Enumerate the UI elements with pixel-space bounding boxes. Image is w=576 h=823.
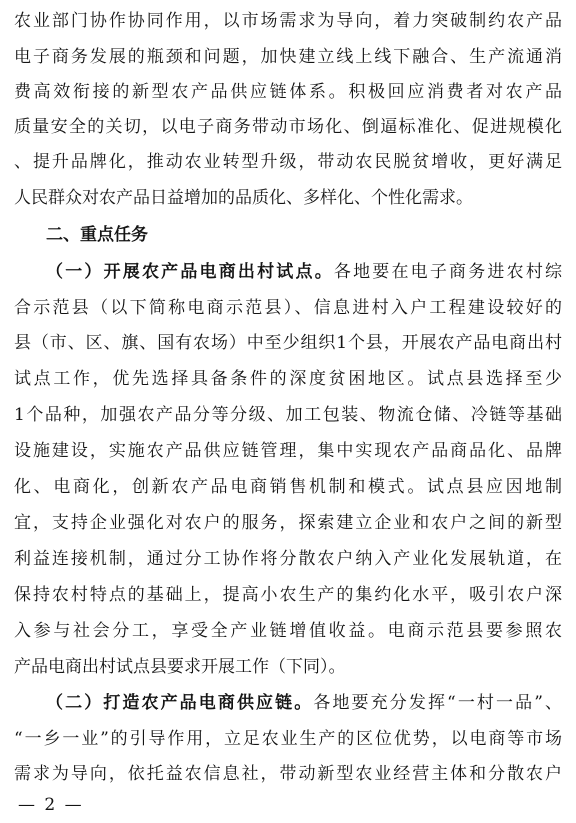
paragraph-lead-bold: （一）开展农产品电商出村试点。 xyxy=(46,262,334,282)
page-number: — 2 — xyxy=(18,795,84,815)
body-line: 人民群众对农产品日益增加的品质化、多样化、个性化需求。 xyxy=(14,188,473,208)
body-line: “一乡一业”的引导作用，立足农业生产的区位优势，以电商等市场 xyxy=(14,729,562,749)
section-heading: 二、重点任务 xyxy=(46,225,148,245)
paragraph-lead-line xyxy=(46,257,562,288)
body-line: 1个品种，加强农产品分等分级、加工包装、物流仓储、冷链等基础 xyxy=(14,405,562,425)
paragraph-lead-bold: （二）打造农产品电商供应链。 xyxy=(46,693,314,713)
paragraph-lead-rest: 各地要充分发挥“一村一品”、 xyxy=(313,693,562,713)
body-line: 产品电商出村试点县要求开展工作（下同）。 xyxy=(14,657,346,677)
body-line: 设施建设，实施农产品供应链管理，集中实现农产品商品化、品牌 xyxy=(14,441,562,461)
body-line: 入参与社会分工，享受全产业链增值收益。电商示范县要参照农 xyxy=(14,621,562,641)
paragraph-lead-rest: 各地要在电子商务进农村综 xyxy=(333,262,562,282)
paragraph-lead-line xyxy=(46,688,562,719)
body-line: 宜，支持企业强化对农户的服务，探索建立企业和农户之间的新型 xyxy=(14,513,562,533)
body-line: 质量安全的关切，以电子商务带动市场化、倒逼标准化、促进规模化 xyxy=(14,117,562,137)
body-line: 合示范县（以下简称电商示范县）、信息进村入户工程建设较好的 xyxy=(14,298,562,318)
body-line: 、提升品牌化，推动农业转型升级，带动农民脱贫增收，更好满足 xyxy=(14,152,562,172)
body-line: 县（市、区、旗、国有农场）中至少组织1个县，开展农产品电商出村 xyxy=(14,333,562,353)
body-line: 需求为导向，依托益农信息社，带动新型农业经营主体和分散农户 xyxy=(14,764,562,784)
body-line: 利益连接机制，通过分工协作将分散农户纳入产业化发展轨道，在 xyxy=(14,549,562,569)
body-line: 化、电商化，创新农产品电商销售机制和模式。试点县应因地制 xyxy=(14,477,562,497)
body-line: 电子商务发展的瓶颈和问题，加快建立线上线下融合、生产流通消 xyxy=(14,47,562,67)
body-line: 试点工作，优先选择具备条件的深度贫困地区。试点县选择至少 xyxy=(14,369,562,389)
body-line: 费高效衔接的新型农产品供应链体系。积极回应消费者对农产品 xyxy=(14,82,562,102)
body-line: 保持农村特点的基础上，提高小农生产的集约化水平，吸引农户深 xyxy=(14,585,562,605)
body-line: 农业部门协作协同作用，以市场需求为导向，着力突破制约农产品 xyxy=(14,11,562,31)
